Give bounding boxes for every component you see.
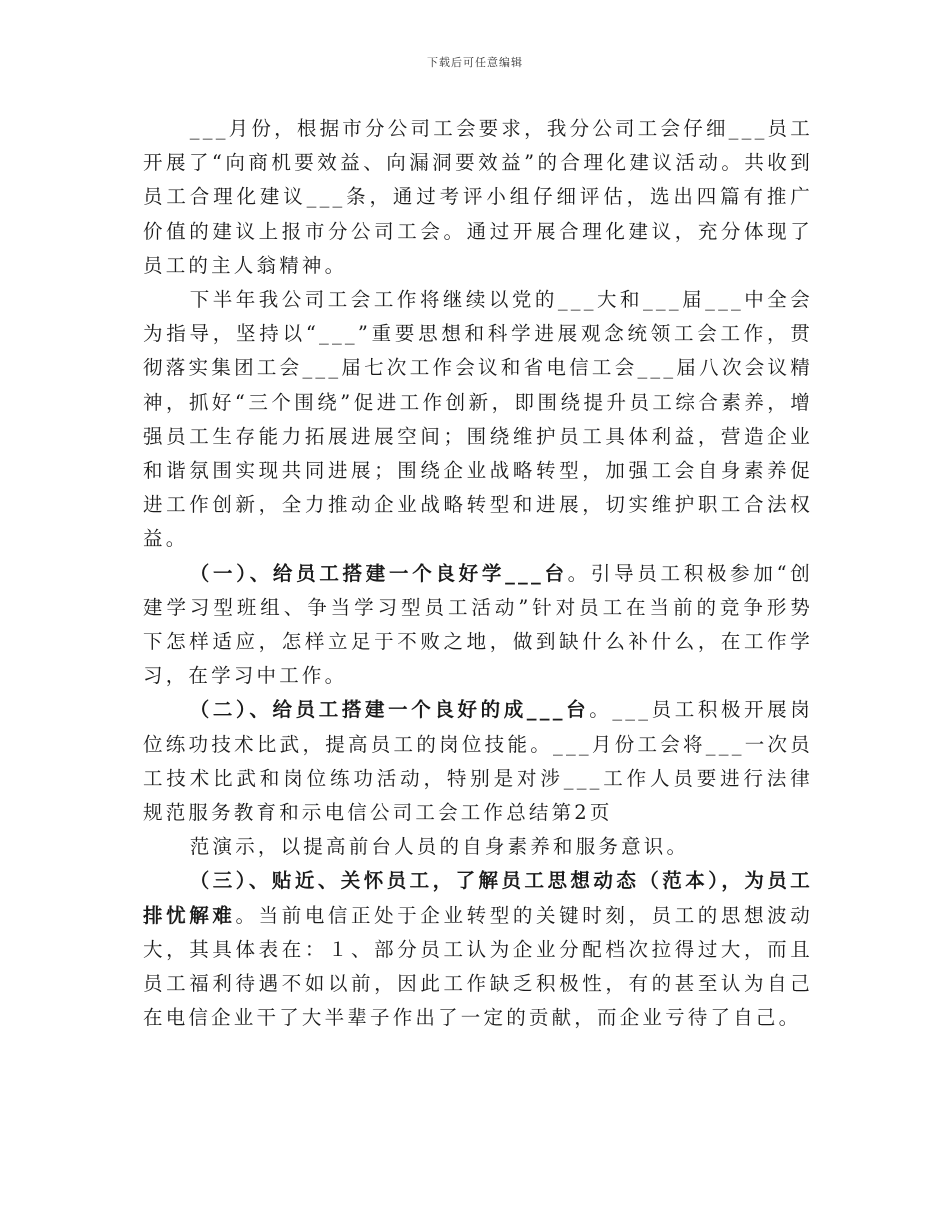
- paragraph-text: 下半年我公司工会工作将继续以党的___大和___届___中全会为指导，坚持以“___”重要思想和科学进展观念统领工会工作，贯彻落实集团工会___届七次工作会议和省电信工会___届八次会议精神，抓好“三个围绕”促进工作创新，即围绕提升员工综合素养，增强员工生存能力拓展进展空间；围绕维护员工具体利益，营造企业和谐氛围实现共同进展；围绕企业战略转型，加强工会自身素养促进工作创新，全力推动企业战略转型和进展，切实维护职工合法权益。: [143, 288, 813, 551]
- section-heading: （三）、贴近、关怀员工，了解员工思想动态（范本），为员工排忧解难: [143, 869, 813, 927]
- paragraph-text: 。当前电信正处于企业转型的关键时刻，员工的思想波动大，其具体表在：１、部分员工认为企业分配档次拉得过大，而且员工福利待遇不如以前，因此工作缺乏积极性，有的甚至认为自己在电信企业干了大半辈子作出了一定的贡献，而企业亏待了自己。: [143, 903, 813, 1030]
- section-heading: （一）、给员工搭建一个良好学___台: [189, 561, 568, 585]
- paragraph-text: 。引导员工积极参加“创建学习型班组、争当学习型员工活动”针对员工在当前的竞争形势下怎样适应，怎样立足于不败之地，做到缺什么补什么，在工作学习，在学习中工作。: [143, 561, 814, 688]
- paragraph-text: 。___员工积极开展岗位练功技术比武，提高员工的岗位技能。___月份工会将___一次员工技术比武和岗位练功活动，特别是对涉___工作人员要进行法律规范服务教育和示电信公司工会工作总结第2页: [143, 698, 813, 825]
- document-body: [143, 112, 813, 1035]
- paragraph-section-3: [143, 864, 813, 1035]
- paragraph-section-2: [143, 693, 813, 830]
- paragraph-section-1: [143, 557, 813, 694]
- paragraph-demo: [143, 830, 813, 864]
- section-heading: （二）、给员工搭建一个良好的成___台: [189, 698, 590, 722]
- paragraph-second-half-plan: [143, 283, 813, 557]
- paragraph-text: 范演示，以提高前台人员的自身素养和服务意识。: [189, 835, 690, 859]
- paragraph-proposals: [143, 112, 813, 283]
- page-header: 下载后可任意编辑: [427, 56, 523, 69]
- paragraph-text: ___月份，根据市分公司工会要求，我分公司工会仔细___员工开展了“向商机要效益、向漏洞要效益”的合理化建议活动。共收到员工合理化建议___条，通过考评小组仔细评估，选出四篇有推广价值的建议上报市分公司工会。通过开展合理化建议，充分体现了员工的主人翁精神。: [143, 117, 813, 277]
